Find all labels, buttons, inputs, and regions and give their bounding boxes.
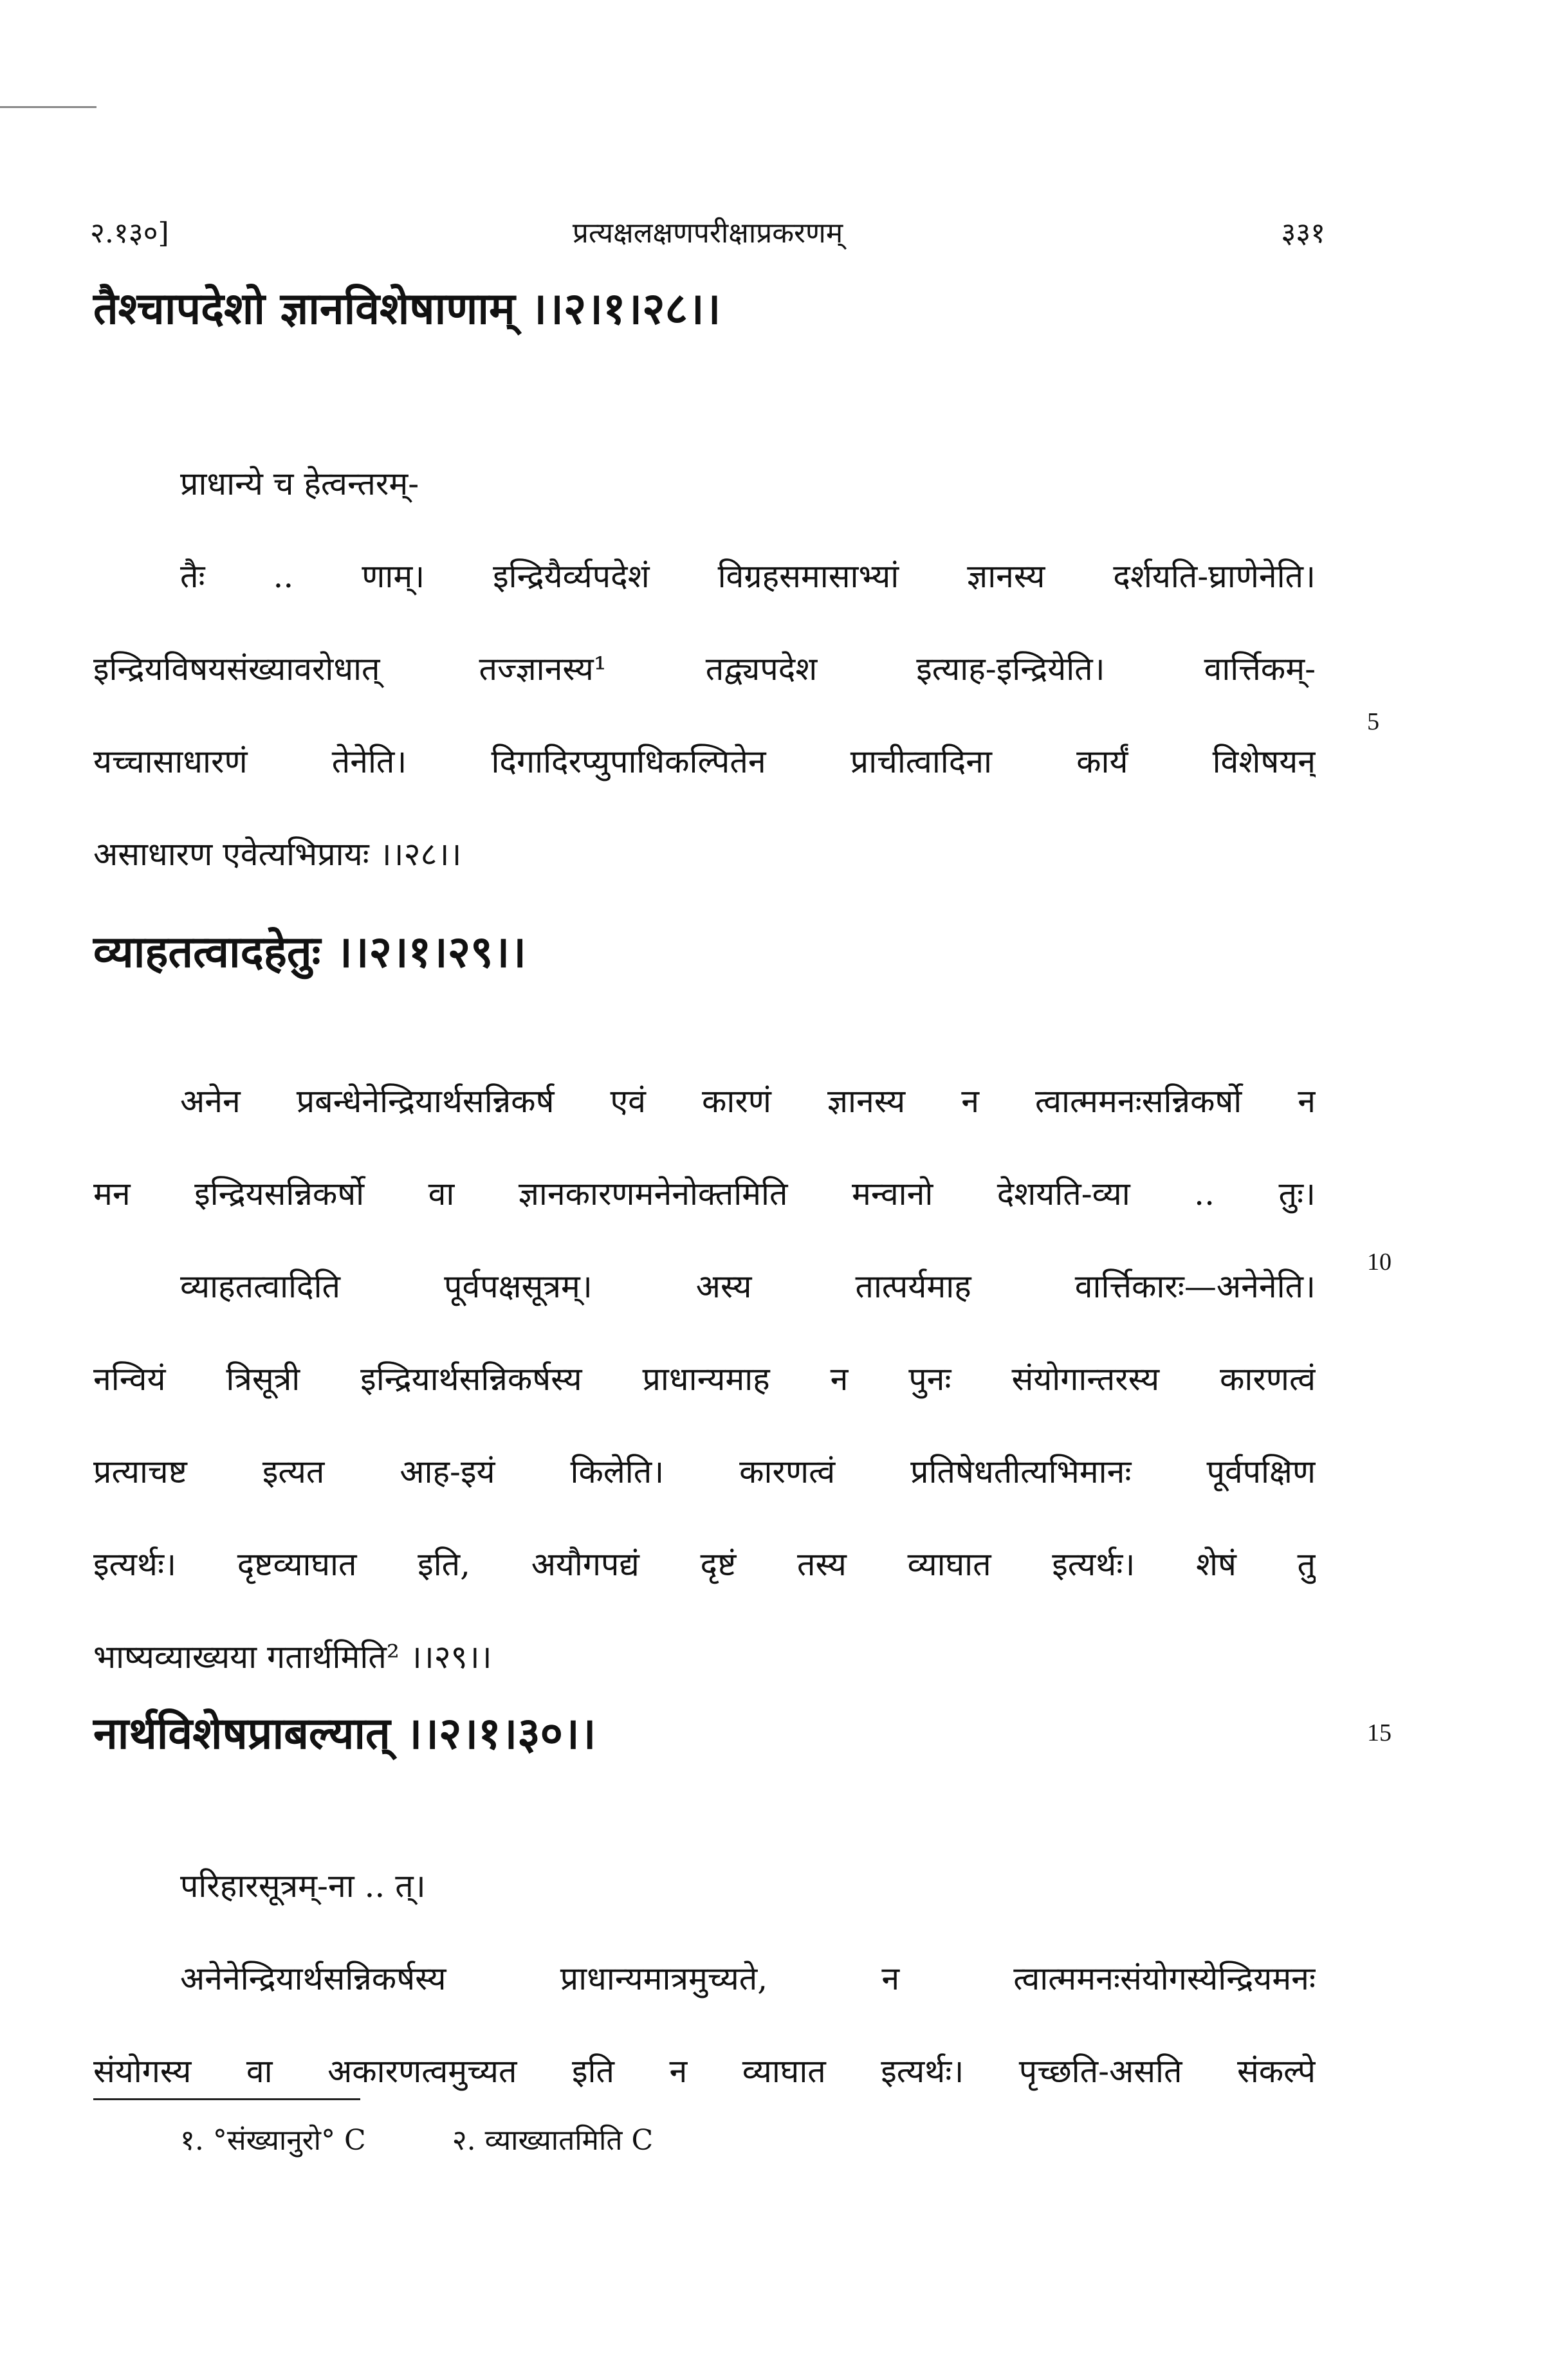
line-number: 15 — [1367, 1719, 1392, 1746]
header-chapter-title: प्रत्यक्षलक्षणपरीक्षाप्रकरणम् — [572, 217, 843, 250]
footnote-rule — [93, 2098, 360, 2100]
footnote-2: २. व्याख्यातमिति C — [452, 2124, 654, 2157]
sutra-heading: तैश्चापदेशो ज्ञानविशेषाणाम् ।।२।१।२८।। — [93, 283, 721, 334]
text-line: इत्यर्थः। दृष्टव्याघात इति, अयौगपद्यं दृष्टं तस्य व्याघात इत्यर्थः। शेषं तु — [93, 1546, 1316, 1583]
text-line: व्याहतत्वादिति पूर्वपक्षसूत्रम्। अस्य तात्पर्यमाह वार्त्तिकारः—अनेनेति। — [180, 1268, 1316, 1305]
line-number: 5 — [1367, 708, 1379, 735]
text-line: भाष्यव्याख्यया गतार्थमिति² ।।२९।। — [93, 1638, 492, 1676]
text-line: अनेनेन्द्रियार्थसन्निकर्षस्य प्राधान्यमात्रमुच्यते, न त्वात्ममनःसंयोगस्येन्द्रियमनः — [180, 1960, 1316, 1997]
text-line: नन्वियं त्रिसूत्री इन्द्रियार्थसन्निकर्षस्य प्राधान्यमाह न पुनः संयोगान्तरस्य कारणत्वं — [93, 1360, 1316, 1398]
text-line: परिहारसूत्रम्-ना .. त्। — [180, 1867, 426, 1905]
running-header — [90, 212, 1325, 257]
text-line: अनेन प्रबन्धेनेन्द्रियार्थसन्निकर्ष एवं कारणं ज्ञानस्य न त्वात्ममनःसन्निकर्षो न — [180, 1083, 1316, 1120]
scan-edge-mark — [0, 106, 96, 108]
page-number: ३३१ — [1281, 217, 1325, 250]
text-line: असाधारण एवेत्यभिप्रायः ।।२८।। — [93, 836, 462, 873]
sutra-heading: नार्थविशेषप्राबल्यात् ।।२।१।३०।। — [93, 1708, 596, 1759]
line-number: 10 — [1367, 1249, 1392, 1276]
commentary-block — [93, 437, 1316, 901]
footnotes — [180, 2119, 730, 2158]
footnote-1: १. °संख्यानुरो° C — [180, 2124, 366, 2157]
commentary-block — [93, 1055, 1316, 1703]
sutra-heading: व्याहतत्वादहेतुः ।।२।१।२९।। — [93, 926, 527, 978]
commentary-block — [93, 1840, 1316, 2118]
text-line: प्रत्याचष्ट इत्यत आह-इयं किलेति। कारणत्वं प्रतिषेधतीत्यभिमानः पूर्वपक्षिण — [93, 1453, 1316, 1490]
header-section-ref: २.१३०] — [90, 217, 169, 250]
text-line: मन इन्द्रियसन्निकर्षो वा ज्ञानकारणमनेनोक्तमिति मन्वानो देशयति-व्या .. तुः। — [93, 1175, 1316, 1213]
text-line: इन्द्रियविषयसंख्यावरोधात् तज्ज्ञानस्य¹ तद्व्यपदेश इत्याह-इन्द्रियेति। वार्त्तिकम्- — [93, 650, 1316, 688]
text-line: यच्चासाधारणं तेनेति। दिगादिरप्युपाधिकल्पितेन प्राचीत्वादिना कार्यं विशेषयन् — [93, 743, 1316, 780]
text-line: प्राधान्ये च हेत्वन्तरम्- — [180, 465, 419, 502]
text-line: संयोगस्य वा अकारणत्वमुच्यत इति न व्याघात इत्यर्थः। पृच्छति-असति संकल्पे — [93, 2053, 1316, 2090]
text-line: तैः .. णाम्। इन्द्रियैर्व्यपदेशं विग्रहसमासाभ्यां ज्ञानस्य दर्शयति-घ्राणेनेति। — [180, 558, 1316, 595]
